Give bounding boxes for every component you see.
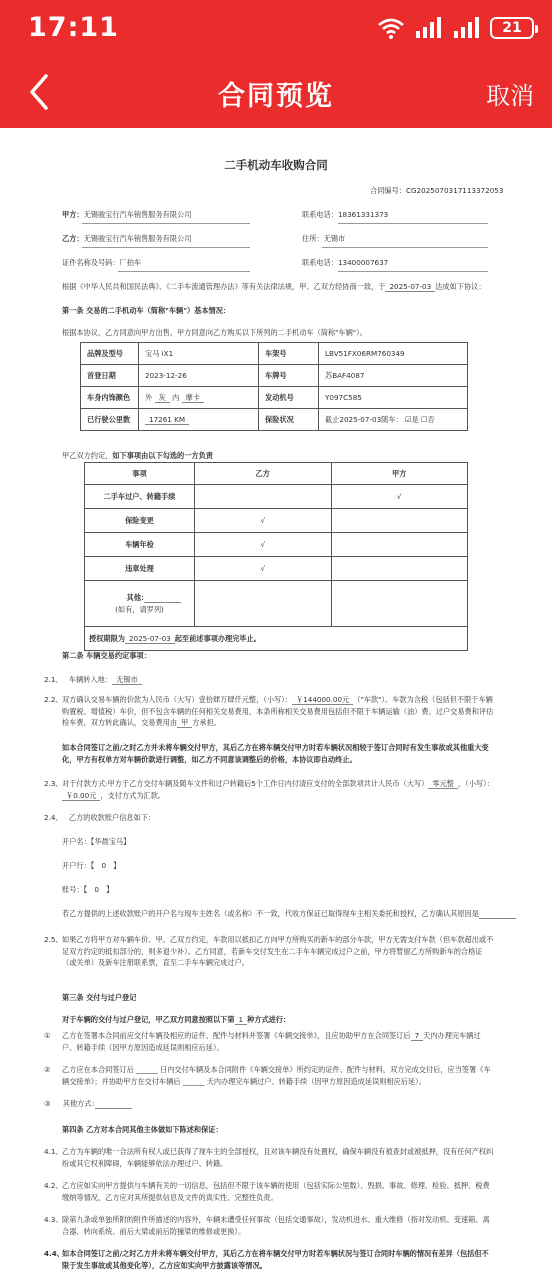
- method-choice: 1: [235, 1015, 248, 1025]
- table-row: [81, 409, 468, 431]
- responsibility-table: [84, 462, 468, 651]
- clause-text: 方承担。: [192, 718, 221, 728]
- plate-value: 苏BAF4087: [319, 365, 468, 387]
- status-bar: [0, 0, 552, 56]
- clause-4-3-num: 4.3、: [44, 1215, 63, 1224]
- account-name: 【华晨宝马】: [90, 837, 131, 846]
- party-a-label: 甲方：: [62, 210, 84, 219]
- authorization-period: [85, 627, 468, 651]
- plate-label: 车牌号: [259, 365, 319, 387]
- price-amount: ￥144000.00元: [292, 695, 353, 705]
- address-value: 无锡市: [323, 234, 346, 243]
- col-header-item: 事项: [85, 463, 195, 485]
- table-header-row: [85, 463, 468, 485]
- clause-4-3: 除第九条或单独所附的附件所描述的内容外，车辆未遭受任何事故（包括交通事故），发动机进水、重大维修（指对发动机、变速箱、离合器、转向系统、前后大梁或前后防撞梁的维修或更换）。: [62, 1215, 490, 1236]
- preamble-text-1: 根据《中华人民共和国民法典》、《二手车流通管理办法》等有关法律法规，甲、乙双方经协商一致，于: [62, 282, 386, 291]
- insurance-value: [319, 409, 468, 431]
- table-row: [81, 387, 468, 409]
- resp-party-a-check: [331, 581, 468, 627]
- table-row: [85, 557, 468, 581]
- party-a-name: 无锡骏宝行汽车销售服务有限公司: [83, 210, 192, 219]
- table-row: [85, 485, 468, 509]
- table-row: [85, 627, 468, 651]
- resp-party-a-check: [331, 557, 468, 581]
- table-row: [85, 509, 468, 533]
- other-label: 其他：: [126, 592, 145, 602]
- clause-text: 种方式进行：: [247, 1015, 291, 1024]
- fee-payer: 甲: [177, 718, 192, 728]
- clause-2-4-note: [62, 908, 494, 920]
- clause-4-2: 乙方应如实向甲方提供与车辆有关的一切信息，包括但不限于该车辆的使用（包括实际公里数）、毁损、事故、修理、检验、抵押、税费缴纳等情况，乙方应对其所提供信息及文件的真实性、完整性负责。: [62, 1181, 490, 1202]
- signal-icon-2: [452, 16, 482, 40]
- clause-text: 乙方的收款账户信息如下：: [68, 813, 156, 822]
- mileage-text: 17261 KM: [145, 415, 189, 425]
- clause-2-5-num: 2.5、: [44, 935, 63, 944]
- period-date: 2025-07-03: [125, 634, 175, 644]
- clause-4-1-num: 4.1、: [44, 1147, 63, 1156]
- other-note: (如有，请罗列): [115, 604, 164, 614]
- method-1-num: ①: [44, 1031, 51, 1040]
- resp-party-b-check: √: [195, 557, 332, 581]
- battery-icon: 21: [490, 17, 534, 39]
- transfer-days: 7: [411, 1031, 424, 1041]
- underline: [338, 271, 488, 272]
- contract-number: [370, 185, 503, 197]
- underline: [322, 247, 488, 248]
- underline: [82, 223, 250, 224]
- engine-value: Y097C585: [319, 387, 468, 409]
- resp-intro-text: 甲乙双方约定，: [62, 451, 113, 460]
- method-2: 乙方应在本合同签订后 ______ 日内交付车辆及本合同附件《车辆交接单》所约定的证件、配件与材料，双方完成交付后，应当签署《车辆交接单》；并协助甲方在交付车辆后 ______ 天内办理完车辆过户、转籍手续（因甲方原因造成延误则相应后延）。: [62, 1065, 491, 1086]
- amount-upper: 零元整: [428, 779, 458, 789]
- party-a-phone: 18361331373: [337, 210, 389, 219]
- cancel-button[interactable]: 取消: [486, 82, 534, 110]
- preamble-date: 2025-07-03: [385, 282, 435, 292]
- vehicle-info-table: [80, 342, 468, 431]
- resp-item: 二手车过户、转籍手续: [85, 485, 195, 509]
- preamble-text-2: 达成如下协议：: [435, 282, 486, 291]
- account-number: 【 0 】: [83, 885, 114, 894]
- signal-icon: [414, 16, 444, 40]
- account-number-row: [62, 884, 113, 896]
- contract-title: 二手机动车收购合同: [224, 158, 328, 172]
- clause-2-3: [62, 778, 494, 801]
- clause-label: 车辆转入地：: [68, 675, 113, 684]
- account-bank-row: [62, 860, 121, 872]
- article-1-intro: 根据本协议，乙方同意向甲方出售，甲方同意向乙方购买以下所列的二手机动车（简称"车辆"）。: [62, 328, 367, 337]
- clause-4-4-num: 4.4、: [44, 1249, 64, 1258]
- clause-text: 双方确认交易车辆的价款为人民币（大写）壹拾肆万肆仟元整，（小写）：: [62, 695, 292, 704]
- reg-date-value: 2023-12-26: [139, 365, 259, 387]
- method-1: [62, 1030, 494, 1053]
- nav-bar: [0, 56, 552, 128]
- clause-2-1: [44, 674, 142, 686]
- resp-party-a-check: √: [331, 485, 468, 509]
- clause-text: 天内办理完车辆过户、转籍手续（因甲方原因造成延误则相应后延）。: [62, 1031, 481, 1052]
- clause-2-3-num: 2.3、: [44, 779, 63, 788]
- underline: [118, 271, 250, 272]
- phone-label: 联系电话：: [302, 258, 338, 267]
- vin-value: LBV51FX06RM760349: [319, 343, 468, 365]
- clause-text: 对于付款方式:甲方于乙方交付车辆及随车文件和过户转籍后5个工作日内付清应支付的全部款项共计人民币（大写）: [62, 779, 429, 788]
- party-a-phone-row: [302, 209, 388, 221]
- period-text-2: 起至前述事项办理完毕止。: [174, 633, 261, 643]
- brand-label: 品牌及型号: [81, 343, 139, 365]
- outer-color: 灰: [155, 393, 170, 403]
- col-header-party-b: 乙方: [195, 463, 332, 485]
- clause-2-5: 如果乙方将甲方对车辆车价、甲、乙双方约定，车款用以抵扣乙方向甲方所购买的新车的部分车款，甲方无需支付车款（但车款超出或不足双方约定的抵扣部分的，则多退少补）。乙方同意，若新车交付发生在二手车车辆完成过户之前，甲方将暂留乙方所购新车的合格证（或关单）及新车注册联系票，直至二手车车辆完成过户。: [62, 935, 494, 968]
- resp-party-b-check: [195, 581, 332, 627]
- account-number-label: 账号：: [62, 885, 84, 894]
- account-name-row: [62, 836, 130, 848]
- party-b-label: 乙方：: [62, 234, 84, 243]
- insurance-yes-checkbox: ☑是: [405, 414, 419, 424]
- clock: 17:11: [28, 12, 119, 43]
- party-b-row: [62, 233, 191, 245]
- clause-2-2-bold: 如本合同签订之前/之时乙方并未将车辆交付甲方，其后乙方在将车辆交付甲方时若车辆状况相较于签订合同时有发生事故或其他重大变化，甲方有权单方对车辆价款进行调整，如乙方不同意该调整后的价格，本协议即自动终止。: [62, 743, 489, 764]
- color-value: [139, 387, 259, 409]
- article-3-title: 第三条 交付与过户登记: [62, 993, 137, 1002]
- clause-text: 乙方在签署本合同前应交付车辆及相应的证件、配件与材料并签署《车辆交接单》，且应协助甲方在合同签订后: [62, 1031, 411, 1040]
- mileage-value: [139, 409, 259, 431]
- resp-item: 车辆年检: [85, 533, 195, 557]
- resp-party-b-check: [195, 485, 332, 509]
- insurance-no-checkbox: ☐否: [420, 414, 435, 424]
- col-header-party-a: 甲方: [331, 463, 468, 485]
- account-bank-label: 开户行：: [62, 861, 91, 870]
- underline: [338, 223, 488, 224]
- outer-prefix: 外: [145, 392, 153, 402]
- resp-party-a-check: [331, 509, 468, 533]
- method-3: [44, 1098, 132, 1110]
- resp-party-a-check: [331, 533, 468, 557]
- clause-2-2-num: 2.2、: [44, 695, 63, 704]
- clause-4-2-num: 4.2、: [44, 1181, 63, 1190]
- reg-date-label: 首登日期: [81, 365, 139, 387]
- article-3-choice: [62, 1014, 290, 1026]
- insurance-label: 保险状况: [259, 409, 319, 431]
- phone-label: 联系电话：: [302, 210, 338, 219]
- id-label: 证件名称及号码：: [62, 258, 120, 267]
- inner-color: 摩卡: [182, 393, 204, 403]
- party-b-name: 无锡骏宝行汽车销售服务有限公司: [83, 234, 192, 243]
- vin-label: 车架号: [259, 343, 319, 365]
- method-2-num: ②: [44, 1065, 51, 1074]
- clause-4-1: 乙方为车辆的唯一合法所有权人或已获得了现车主的全部授权，且对该车辆没有处置权，确保车辆没有被查封或被抵押，没有任何产权纠纷或其它权利障碍，车辆能够依法办理过户、转籍。: [62, 1147, 494, 1168]
- party-b-phone-row: [302, 257, 388, 269]
- clause-text: 若乙方提供的上述收款账户的开户名与现车主姓名（或名称）不一致，代收方保证已取得现车主相关委托和授权，乙方确认其原因是: [62, 909, 479, 918]
- table-row: [81, 365, 468, 387]
- wifi-icon: [376, 16, 406, 40]
- article-1-title: 第一条 交易的二手机动车（简称"车辆"）基本情况：: [62, 306, 231, 315]
- resp-party-b-check: √: [195, 509, 332, 533]
- clause-4-4: 如本合同签订之前/之时乙方并未将车辆交付甲方，其后乙方在将车辆交付甲方时若车辆状况与签订合同时车辆的情况有差异（包括但不限于发生事故或其他变化等），乙方应如实向甲方披露该等情况。: [62, 1249, 489, 1270]
- party-a-row: [62, 209, 191, 221]
- resp-intro-bold: 如下事项由以下勾选的一方负责: [112, 451, 213, 460]
- page-title: 合同预览: [218, 81, 334, 112]
- period-text-1: 授权期限为: [89, 633, 125, 643]
- party-b-phone: 13400007637: [337, 258, 389, 267]
- underline: [82, 247, 250, 248]
- resp-item: 保险变更: [85, 509, 195, 533]
- engine-label: 发动机号: [259, 387, 319, 409]
- clause-text: ，支付方式为汇款。: [100, 790, 166, 800]
- clause-text: 对于车辆的交付与过户登记，甲乙双方同意按照以下第: [62, 1015, 235, 1024]
- clause-text: ，（小写）：: [457, 779, 494, 788]
- clause-text: （"车款"）。车款为含税（包括但不限于车辆购置税、增值税）车价，但不包含车辆的任何相关交易费用，本条所称相关交易费用包括但不限于车辆运输（油）费、过户交易费和评估检车费，双方转此确认，交易费用由: [62, 695, 494, 728]
- clause-num: 2.4、: [44, 813, 63, 822]
- account-name-label: 开户名：: [62, 837, 91, 846]
- brand-value: 宝马 iX1: [139, 343, 259, 365]
- color-label: 车身内饰颜色: [81, 387, 139, 409]
- clause-value: 无锡市: [112, 675, 142, 685]
- status-icons: [376, 16, 534, 40]
- inner-prefix: 内: [172, 392, 180, 402]
- article-2-title: 第二条 车辆交易约定事项：: [62, 651, 151, 660]
- contract-number-label: 合同编号：: [370, 186, 406, 195]
- table-row: [85, 581, 468, 627]
- insurance-text: 截止2025-07-03随车：: [325, 414, 403, 424]
- address-row: [302, 233, 345, 245]
- clause-num: 2.1、: [44, 675, 63, 684]
- account-bank: 【 0 】: [90, 861, 121, 870]
- preamble: [62, 281, 486, 293]
- table-row: [85, 533, 468, 557]
- clause-num: ③: [44, 1099, 51, 1108]
- address-label: 住所：: [302, 234, 324, 243]
- table-row: [81, 343, 468, 365]
- mileage-label: 已行驶公里数: [81, 409, 139, 431]
- resp-other: [85, 581, 195, 627]
- clause-2-2: [62, 694, 494, 729]
- clause-text: 其他方式：: [62, 1099, 96, 1108]
- clause-2-4: [44, 812, 155, 824]
- resp-item: 违章处理: [85, 557, 195, 581]
- resp-party-b-check: √: [195, 533, 332, 557]
- article-4-title: 第四条 乙方对本合同其他主体做如下陈述和保证：: [62, 1125, 223, 1134]
- responsibility-intro: [62, 450, 213, 462]
- contract-number-value: CG20250703171133720​53: [405, 186, 504, 195]
- contract-document: [0, 128, 552, 1280]
- id-row: [62, 257, 141, 269]
- id-value: 厂拍车: [119, 258, 142, 267]
- amount-lower: ￥0.00元: [62, 791, 100, 801]
